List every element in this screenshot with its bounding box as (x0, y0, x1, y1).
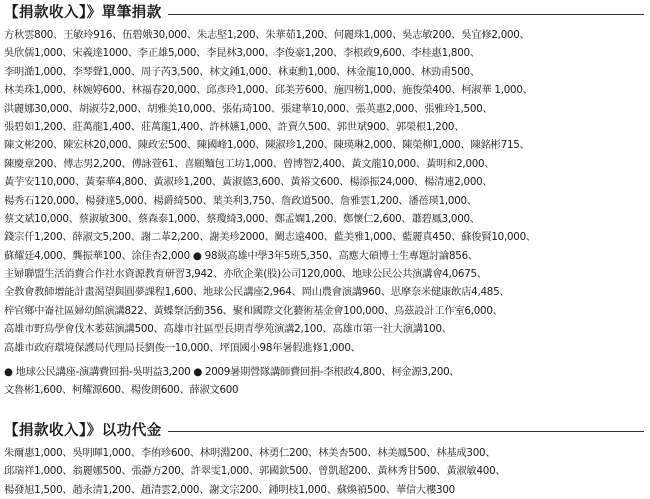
donation-line: 朱爾惠1,000、吳明暉1,000、李侑珍600、林明淵200、林勇仁200、林美杏500、林美鳳500、林基成300、 (4, 446, 496, 459)
donation-line: ● 地球公民講座-演講費回捐-吳明益3,200 ● 2009暑期營隊講師費回捐-李根政4,800、柯金源3,200、 (4, 366, 460, 379)
section-in-kind-donations (4, 422, 644, 499)
section-heading-row (4, 4, 644, 22)
donation-line: 陳文彬200、陳宏林20,000、陳政宏500、陳國峰1,000、陳淑珍1,200、陳瑛琳2,000、陳榮柳1,000、陳銘彬715、 (4, 139, 530, 152)
donation-line: 楊發旭1,500、趙永清1,200、趙清雲2,000、謝文宗200、鍾明枝1,000、蘇煥禎500、華信大樓300 (4, 483, 455, 496)
donation-line: 洪麗娜30,000、胡淑芬2,000、胡雅美10,000、張佑琦100、張建華10,000、張英惠2,000、張雅玲1,500、 (4, 102, 493, 115)
donation-list (4, 444, 644, 499)
donation-list (4, 26, 644, 357)
section-heading: 【捐款收入】》單筆捐款 (4, 4, 162, 21)
donation-line: 蔡文斌10,000、蔡淑敏300、蔡森泰1,000、蔡瓊綺3,000、鄭孟嫻1,200、鄭懷仁2,600、蕭碧鳳3,000、 (4, 212, 480, 225)
donation-line: 張碧如1,200、莊萬龍1,400、莊萬龍1,400、許林嬿1,000、許賣久500、郭世斌900、郭榮根1,200、 (4, 120, 465, 133)
donation-line: 楊秀石120,000、楊發達5,000、楊爵綺500、葉美利3,750、詹政道500、詹雅雲1,200、潘蓓瑛1,000、 (4, 194, 477, 207)
section-heading: 【捐款收入】》以功代金 (4, 421, 162, 439)
heading-rule (168, 14, 644, 15)
donation-line: 全教會教師增能計畫渴望與圓夢課程1,600、地球公民講座2,964、岡山農會演講960、思摩奈米健康飲店4,485、 (4, 286, 510, 299)
donation-line: 邱瑞祥1,000、翁麗娜500、張瀞方200、許翠雯1,000、郭國欽500、曾凱超200、黃林秀甘500、黃淑敏400、 (4, 465, 506, 478)
donation-line: 黃芋安110,000、黃秦華4,800、黃淑珍1,200、黃淑德3,600、黃裕文600、楊添振24,000、楊清連2,000、 (4, 176, 493, 189)
donation-line: 林美珠1,000、林婉婷600、林福春20,000、邱彥玲1,000、邱美芳600、施四榜1,000、施俊榮400、柯淑華 1,000、 (4, 84, 533, 97)
donation-line: 錢宗仟1,200、薛淑文5,200、謝二革2,200、謝美珍2000、闕志遠400、藍美雅1,000、藍麗真450、蘇俊賢10,000、 (4, 231, 536, 244)
heading-rule (168, 431, 644, 432)
donation-line: 文魯彬1,600、柯耀源600、楊俊朗600、薛淑文600 (4, 384, 239, 397)
section-heading-row (4, 422, 644, 440)
donation-line: 吳欣儒1,000、宋義達1000、李正雄5,000、李昆林3,000、李俊豪1,200、李根政9,600、李桂惠1,800、 (4, 47, 480, 60)
donation-line: 方秋雲800、王敏玲916、伍碧娥30,000、朱志堅1,200、朱華茹1,200、何麗珠1,000、吳志敏200、吳宜修2,000、 (4, 29, 530, 41)
donation-line: 高雄市野鳥學會伐木萎菇演講500、高雄市社區型長期青學苑演講2,100、高雄市第一社大演講100、 (4, 323, 452, 336)
donation-line: 主婦聯盟生活消費合作社水資源教育研習3,942、亦欣企業(股)公司120,000、地球公民公共演講會4,0675、 (4, 268, 487, 281)
speaker-fee-donation-list (4, 363, 644, 400)
donation-line: 梓官鄉中崙社區婦幼館演講822、黃蝶祭活動356、聚和國際文化藝術基金會100,000、鳥茲設計工作室6,000、 (4, 304, 503, 317)
donation-line: 陳慶章200、傅志男2,200、傅詠萱61、喜願麵包工坊1,000、曾博智2,400、黃文龍10,000、黃明和2,000、 (4, 157, 495, 170)
donation-line: 高雄市政府環境保護局代理局長劉俊一10,000、坪頂國小98年暑假進修1,000、 (4, 341, 361, 354)
donation-line: 蘇耀廷4,000、龔振華100、涂佳杏2,000 ● 98級高雄中學3年5班5,350、高應大碩博士生專題討論856、 (4, 249, 478, 262)
donation-line: 李明澔1,000、李琴聲1,000、周子芮3,500、林文鍾1,000、林東勳1,000、林金龍10,000、林勁甫500、 (4, 65, 480, 78)
section-single-donations (4, 4, 644, 400)
